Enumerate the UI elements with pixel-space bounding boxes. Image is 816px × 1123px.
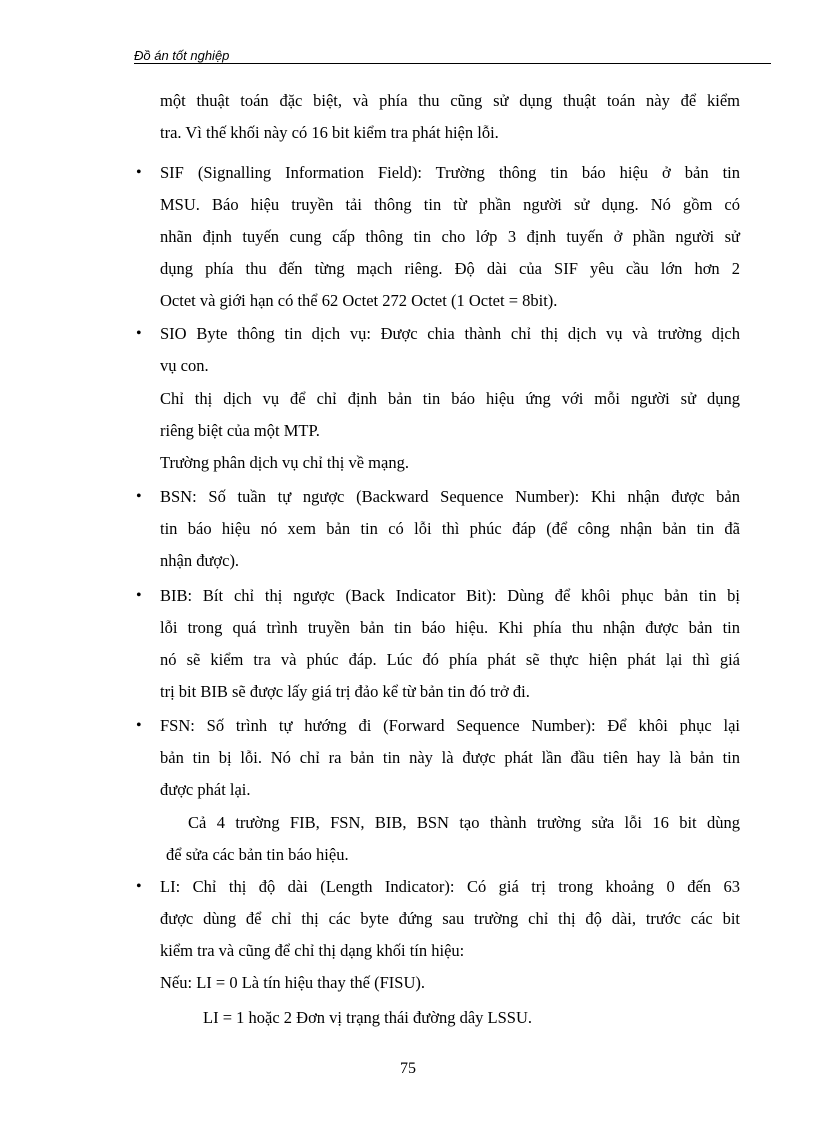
text-line: tin báo hiệu nó xem bản tin có lỗi thì phúc đáp (để công nhận bản tin đã	[160, 519, 740, 538]
text-line: SIF (Signalling Information Field): Trường thông tin báo hiệu ở bản tin	[160, 163, 740, 182]
text-line: trị bit BIB sẽ được lấy giá trị đảo kể từ bản tin đó trở đi.	[160, 682, 530, 701]
text-line: vụ con.	[160, 356, 209, 375]
header-title: Đồ án tốt nghiệp	[134, 48, 230, 63]
text-line: BIB: Bít chỉ thị ngược (Back Indicator Bit): Dùng để khôi phục bản tin bị	[160, 586, 740, 605]
text-line: LI = 1 hoặc 2 Đơn vị trạng thái đường dây LSSU.	[203, 1008, 532, 1027]
text-line: bản tin bị lỗi. Nó chỉ ra bản tin này là được phát lần đầu tiên hay là bản tin	[160, 748, 740, 767]
text-line: một thuật toán đặc biệt, và phía thu cũng sử dụng thuật toán này để kiểm	[160, 91, 740, 110]
text-line: Trường phân dịch vụ chỉ thị về mạng.	[160, 453, 409, 472]
text-line: Chỉ thị dịch vụ để chỉ định bản tin báo hiệu ứng với mỗi người sử dụng	[160, 389, 740, 408]
text-line: MSU. Báo hiệu truyền tải thông tin từ phần người sử dụng. Nó gồm có	[160, 195, 740, 214]
text-line: nó sẽ kiểm tra và phúc đáp. Lúc đó phía phát sẽ thực hiện phát lại thì giá	[160, 650, 740, 669]
bullet-icon: •	[136, 325, 142, 342]
text-line: riêng biệt của một MTP.	[160, 421, 320, 440]
text-line: dụng phía thu đến từng mạch riêng. Độ dài của SIF yêu cầu lớn hơn 2	[160, 259, 740, 278]
text-line: BSN: Số tuần tự ngược (Backward Sequence Number): Khi nhận được bản	[160, 487, 740, 506]
page-header	[134, 47, 771, 65]
bullet-icon: •	[136, 878, 142, 895]
page-number: 75	[400, 1060, 416, 1077]
text-line: để sửa các bản tin báo hiệu.	[166, 845, 349, 864]
text-line: tra. Vì thế khối này có 16 bit kiểm tra phát hiện lỗi.	[160, 123, 499, 142]
text-line: được phát lại.	[160, 780, 251, 799]
text-line: SIO Byte thông tin dịch vụ: Được chia thành chỉ thị dịch vụ và trường dịch	[160, 324, 740, 343]
text-line: nhận được).	[160, 551, 240, 570]
bullet-icon: •	[136, 164, 142, 181]
text-line: Cả 4 trường FIB, FSN, BIB, BSN tạo thành trường sửa lỗi 16 bit dùng	[188, 813, 740, 832]
text-line: LI: Chỉ thị độ dài (Length Indicator): Có giá trị trong khoảng 0 đến 63	[160, 877, 740, 896]
text-line: Nếu: LI = 0 Là tín hiệu thay thế (FISU).	[160, 973, 425, 992]
text-line: Octet và giới hạn có thể 62 Octet 272 Octet (1 Octet = 8bit).	[160, 291, 558, 310]
header-rule	[134, 63, 771, 64]
text-line: lỗi trong quá trình truyền bản tin báo hiệu. Khi phía thu nhận được bản tin	[160, 618, 740, 637]
bullet-icon: •	[136, 587, 142, 604]
text-line: FSN: Số trình tự hướng đi (Forward Sequence Number): Để khôi phục lại	[160, 716, 740, 735]
text-line: kiểm tra và cũng để chỉ thị dạng khối tín hiệu:	[160, 941, 465, 960]
bullet-icon: •	[136, 717, 142, 734]
text-line: được dùng để chỉ thị các byte đứng sau trường chỉ thị độ dài, trước các bit	[160, 909, 740, 928]
text-line: nhãn định tuyến cung cấp thông tin cho lớp 3 định tuyến ở phần người sử	[160, 227, 740, 246]
bullet-icon: •	[136, 488, 142, 505]
